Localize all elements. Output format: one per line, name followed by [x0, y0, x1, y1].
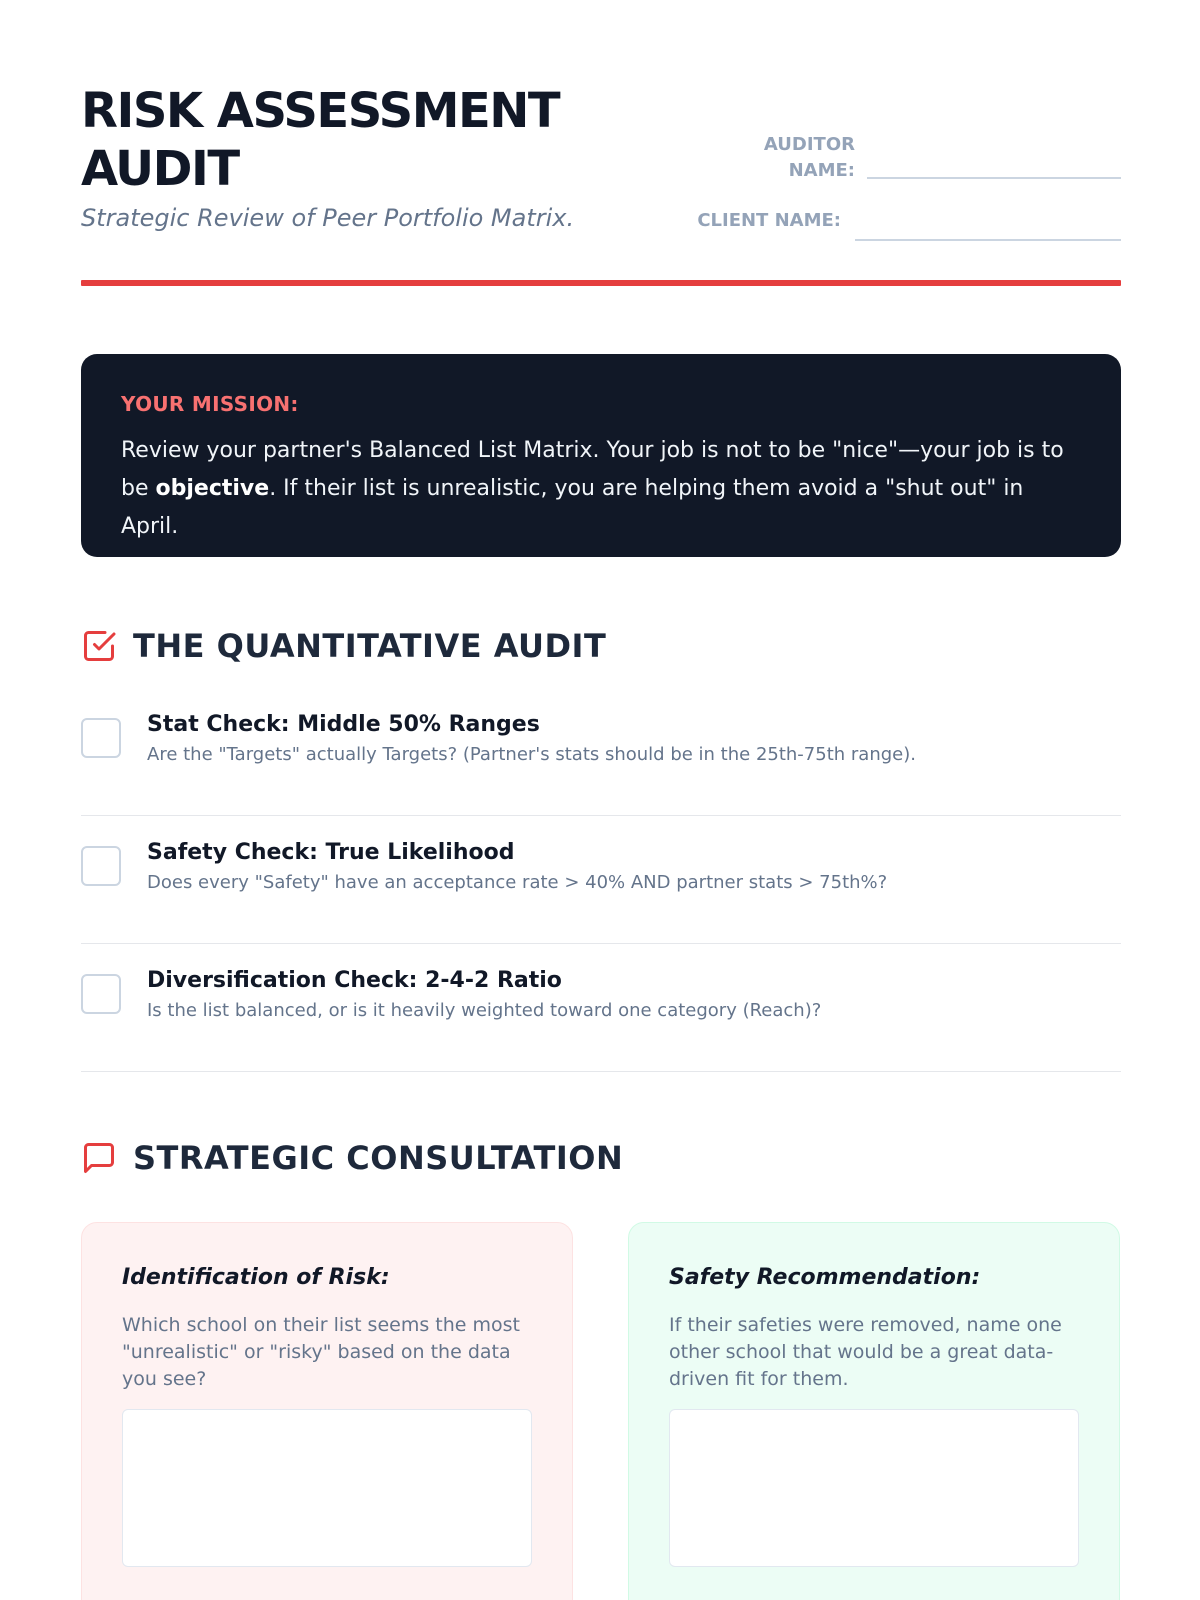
card-title: Safety Recommendation:	[669, 1265, 981, 1290]
worksheet-header	[81, 82, 1121, 282]
checkbox-checked-icon	[81, 628, 117, 664]
mission-label: YOUR MISSION:	[121, 392, 299, 416]
client-name-field[interactable]	[855, 239, 1121, 241]
diversification-check-checkbox[interactable]	[81, 974, 121, 1014]
strategic-consultation-header	[81, 1136, 1121, 1180]
stat-check-checkbox[interactable]	[81, 718, 121, 758]
checklist-item-description: Is the list balanced, or is it heavily weighted toward one category (Reach)?	[147, 1000, 822, 1021]
checklist-item-title: Safety Check: True Likelihood	[147, 840, 515, 865]
checklist-item-title: Diversification Check: 2-4-2 Ratio	[147, 968, 562, 993]
section-title: THE QUANTITATIVE AUDIT	[133, 627, 607, 665]
checklist-item-description: Does every "Safety" have an acceptance rate > 40% AND partner stats > 75th%?	[147, 872, 888, 893]
page-subtitle: Strategic Review of Peer Portfolio Matrix.	[81, 204, 575, 232]
checklist-item-title: Stat Check: Middle 50% Ranges	[147, 712, 540, 737]
risk-answer-field[interactable]	[122, 1409, 532, 1567]
safety-answer-field[interactable]	[669, 1409, 1079, 1567]
audit-worksheet	[81, 0, 1121, 1600]
speech-bubble-icon	[81, 1140, 117, 1176]
mission-panel	[81, 354, 1121, 557]
quantitative-audit-header	[81, 624, 1121, 668]
mission-text-part: Review your partner's Balanced List Matrix. Your job is not to be "nice"—your job is to be	[121, 438, 1064, 501]
checklist-item-diversification-check	[81, 944, 1121, 1072]
risk-identification-card	[81, 1222, 573, 1600]
mission-text	[121, 432, 1081, 546]
card-prompt: Which school on their list seems the most "unrealistic" or "risky" based on the data you see?	[122, 1314, 520, 1390]
safety-check-checkbox[interactable]	[81, 846, 121, 886]
checklist-item-description: Are the "Targets" actually Targets? (Partner's stats should be in the 25th-75th range).	[147, 744, 916, 765]
card-title: Identification of Risk:	[122, 1265, 390, 1290]
checklist-item-stat-check	[81, 688, 1121, 816]
page-title: RISK ASSESSMENT AUDIT	[81, 83, 560, 197]
card-prompt: If their safeties were removed, name one other school that would be a great data-driven fit for them.	[669, 1314, 1062, 1390]
section-title: STRATEGIC CONSULTATION	[133, 1139, 624, 1177]
auditor-name-field[interactable]	[867, 177, 1121, 179]
mission-text-emphasis: objective	[155, 476, 270, 501]
header-divider	[81, 280, 1121, 286]
auditor-name-label: AUDITOR NAME:	[763, 134, 855, 181]
mission-text-part: . If their list is unrealistic, you are helping them avoid a "shut out" in April.	[121, 476, 1024, 539]
safety-recommendation-card	[628, 1222, 1120, 1600]
checklist-item-safety-check	[81, 816, 1121, 944]
client-name-label: CLIENT NAME:	[697, 210, 841, 231]
